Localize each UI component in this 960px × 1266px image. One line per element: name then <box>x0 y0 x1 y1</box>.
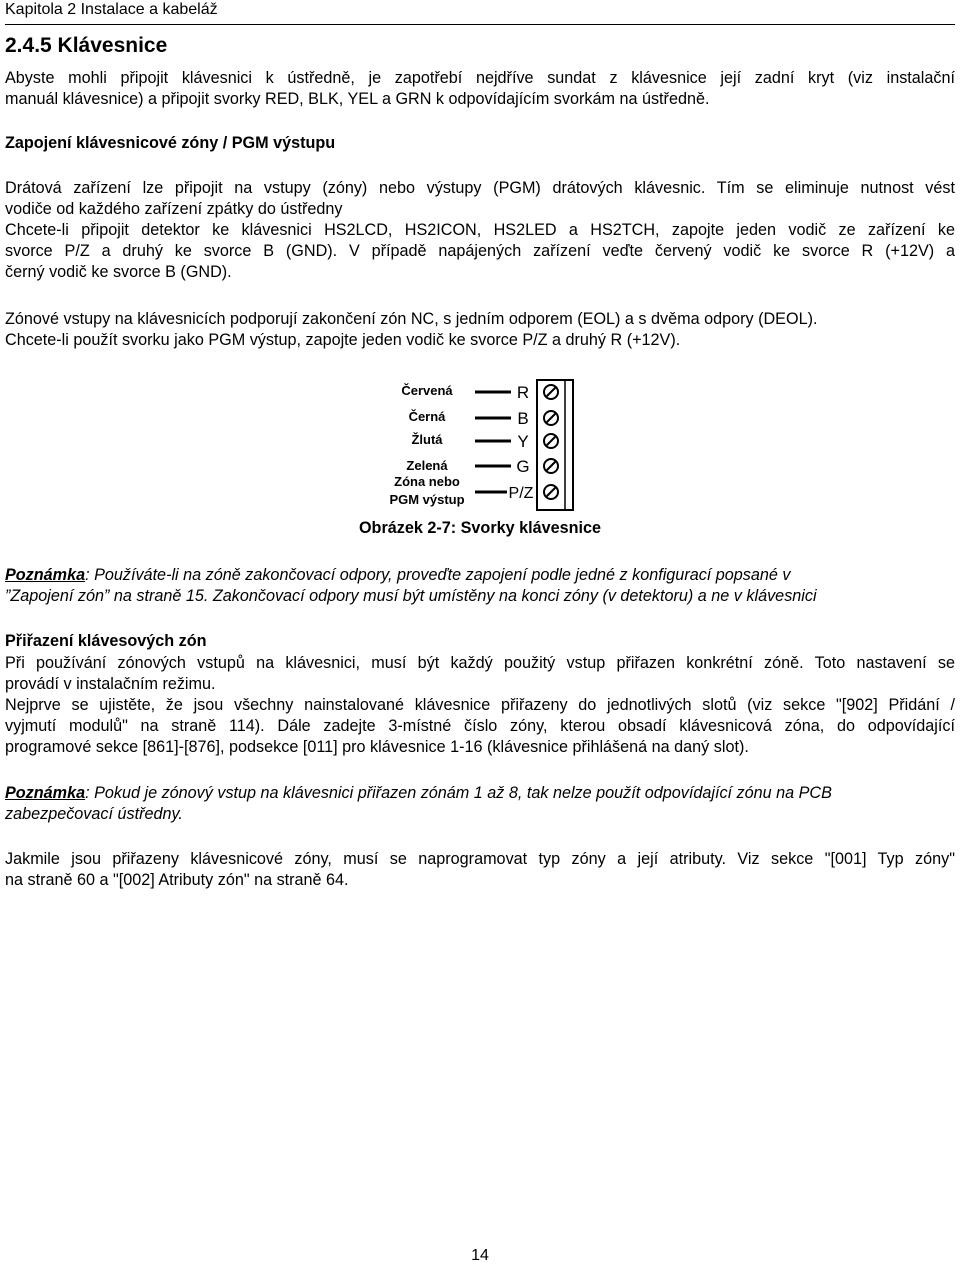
keypad-terminal-diagram <box>375 378 585 514</box>
screw-g-icon <box>544 459 558 473</box>
para2-line-4: svorce P/Z a druhý ke svorce B (GND). V případě napájených zařízení veďte červený vodič ke svorce R (+12V) a <box>5 242 955 260</box>
terminal-label-y: Y <box>517 432 529 451</box>
para3-line-2: Chcete-li použít svorku jako PGM výstup, zapojte jeden vodič ke svorce P/Z a druhý R (+12V). <box>5 331 681 349</box>
intro-line-1: Abyste mohli připojit klávesnici k ústředně, je zapotřebí nejdříve sundat z klávesnice její zadní kryt (viz instalační <box>5 69 955 87</box>
note1-line-2: ”Zapojení zón” na straně 15. Zakončovací odpory musí být umístěny na konci zóny (v detektoru) a ne v klávesnici <box>5 587 817 605</box>
para4-line-5: programové sekce [861]-[876], podsekce [011] pro klávesnice 1-16 (klávesnice přihlášená na daný slot). <box>5 738 749 756</box>
subheading-keypad-zone-assign: Přiřazení klávesových zón <box>5 632 207 650</box>
note1-text-1: : Používáte-li na zóně zakončovací odpory, proveďte zapojení podle jedné z konfigurací popsané v <box>85 566 791 584</box>
note2-label: Poznámka <box>5 784 86 802</box>
figure-caption: Obrázek 2-7: Svorky klávesnice <box>358 519 602 537</box>
para5-line-2: na straně 60 a "[002] Atributy zón" na straně 64. <box>5 871 349 889</box>
terminal-diagram-svg <box>375 378 585 514</box>
para4-line-1: Při používání zónových vstupů na klávesnici, musí být každý použitý vstup přiřazen konkrétní zóně. Toto nastavení se <box>5 654 955 672</box>
screw-b-icon <box>544 411 558 425</box>
para4-line-4: vyjmutí modulů" na straně 114). Dále zadejte 3-místné číslo zóny, kterou obsadí klávesnicová zóna, do odpovídající <box>5 717 955 735</box>
wire-label-red: Červená <box>401 383 453 398</box>
wire-label-black: Černá <box>408 409 446 424</box>
wire-label-yellow: Žlutá <box>411 432 443 447</box>
screw-pz-icon <box>544 485 558 499</box>
note2-text-1: : Pokud je zónový vstup na klávesnici přiřazen zónám 1 až 8, tak nelze použít odpovídající zónu na PCB <box>85 784 832 802</box>
note2-line-2: zabezpečovací ústředny. <box>5 805 183 823</box>
screw-y-icon <box>544 434 558 448</box>
chapter-title: Kapitola 2 Instalace a kabeláž <box>5 1 218 18</box>
para2-line-1: Drátová zařízení lze připojit na vstupy (zóny) nebo výstupy (PGM) drátových klávesnic. Tím se eliminuje nutnost vést <box>5 179 955 197</box>
wire-label-zone: Zóna nebo <box>394 474 460 489</box>
terminal-label-r: R <box>516 383 530 402</box>
intro-line-2: manuál klávesnice) a připojit svorky RED, BLK, YEL a GRN k odpovídajícím svorkám na ústředně. <box>5 90 710 108</box>
para2-line-5: černý vodič ke svorce B (GND). <box>5 263 232 281</box>
terminal-label-g: G <box>516 457 530 476</box>
para4-line-2: provádí v instalačním režimu. <box>5 675 216 693</box>
page-number: 14 <box>471 1247 489 1264</box>
terminal-label-pz: P/Z <box>508 485 534 502</box>
screw-r-icon <box>544 385 558 399</box>
page-header <box>5 0 955 25</box>
para2-line-2: vodiče od každého zařízení zpátky do ústředny <box>5 200 343 218</box>
subheading-zone-wiring: Zapojení klávesnicové zóny / PGM výstupu <box>5 134 336 152</box>
para2-line-3: Chcete-li připojit detektor ke klávesnici HS2LCD, HS2ICON, HS2LED a HS2TCH, zapojte jeden vodič ze zařízení ke <box>5 221 955 239</box>
para4-line-3: Nejprve se ujistěte, že jsou všechny nainstalované klávesnice přiřazeny do jednotlivých slotů (viz sekce "[902] Přidání / <box>5 696 955 714</box>
note1-line-1 <box>5 565 955 586</box>
para3-line-1: Zónové vstupy na klávesnicích podporují zakončení zón NC, s jedním odporem (EOL) a s dvěma odpory (DEOL). <box>5 310 818 328</box>
wire-label-green: Zelená <box>406 458 448 473</box>
section-title: 2.4.5 Klávesnice <box>5 34 168 57</box>
note2-line-1 <box>5 783 955 804</box>
terminal-label-b: B <box>517 409 529 428</box>
wire-label-pgm: PGM výstup <box>389 492 465 507</box>
para5-line-1: Jakmile jsou přiřazeny klávesnicové zóny, musí se naprogramovat typ zóny a její atributy. Viz sekce "[001] Typ zóny" <box>5 850 955 868</box>
note1-label: Poznámka <box>5 566 86 584</box>
